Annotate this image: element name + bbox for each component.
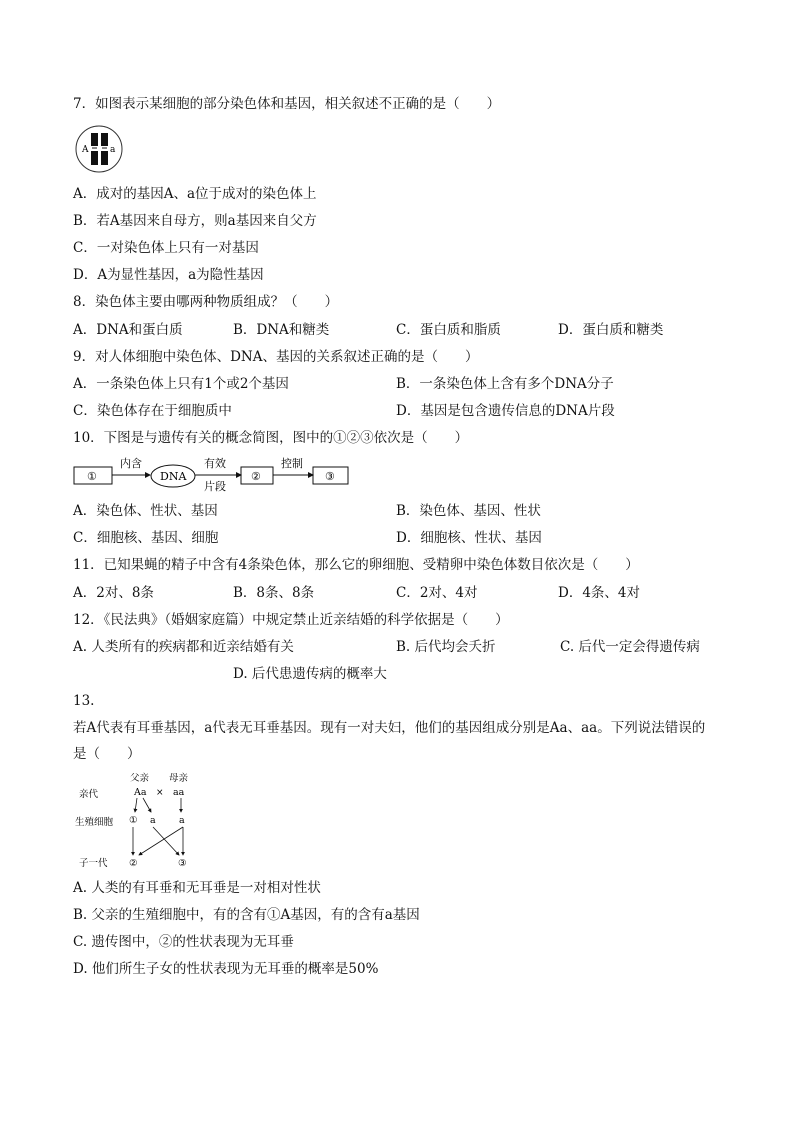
child-2: ③: [178, 858, 187, 869]
father-label: 父亲: [130, 773, 150, 784]
concept-arrow-1-label: 内含: [120, 457, 142, 470]
q12-option-c[interactable]: C. 后代一定会得遗传病: [560, 639, 700, 655]
q7-option-a[interactable]: A．成对的基因A、a位于成对的染色体上: [73, 186, 317, 202]
mother-genotype: aa: [173, 787, 185, 798]
concept-box-2: ②: [251, 470, 261, 483]
father-genotype: Aa: [134, 787, 147, 798]
concept-arrow-2-top: 有效: [204, 457, 226, 470]
concept-box-3: ③: [325, 470, 335, 483]
q10-option-a[interactable]: A．染色体、性状、基因: [73, 503, 218, 519]
row-offspring-label: 子一代: [79, 858, 108, 869]
q13-stem-line2: 是（ ）: [73, 746, 141, 762]
q9-option-d[interactable]: D．基因是包含遗传信息的DNA片段: [396, 403, 615, 419]
gamete-3: a: [179, 815, 185, 826]
child-1: ②: [129, 858, 138, 869]
q9-stem: 9．对人体细胞中染色体、DNA、基因的关系叙述正确的是（ ）: [73, 349, 479, 365]
q8-option-d[interactable]: D．蛋白质和糖类: [558, 322, 664, 338]
q11-option-a[interactable]: A．2对、8条: [73, 585, 154, 601]
concept-oval-dna: DNA: [160, 470, 187, 483]
q11-option-b[interactable]: B．8条、8条: [233, 585, 315, 601]
concept-diagram: [73, 454, 353, 496]
gamete-1: ①: [129, 815, 138, 826]
q13-option-d[interactable]: D. 他们所生子女的性状表现为无耳垂的概率是50%: [73, 961, 379, 977]
q13-option-a[interactable]: A. 人类的有耳垂和无耳垂是一对相对性状: [73, 880, 321, 896]
q7-stem: 7．如图表示某细胞的部分染色体和基因，相关叙述不正确的是（ ）: [73, 96, 501, 112]
gene-label-A: A: [82, 145, 89, 155]
gene-label-a: a: [110, 145, 116, 155]
q13-option-b[interactable]: B. 父亲的生殖细胞中，有的含有①A基因，有的含有a基因: [73, 907, 420, 923]
concept-arrow-2-bottom: 片段: [204, 480, 226, 493]
q12-option-b[interactable]: B. 后代均会夭折: [396, 639, 496, 655]
q9-option-b[interactable]: B．一条染色体上含有多个DNA分子: [396, 376, 614, 392]
q11-stem: 11．已知果蝇的精子中含有4条染色体，那么它的卵细胞、受精卵中染色体数目依次是（ ）: [73, 557, 639, 573]
gamete-2: a: [150, 815, 156, 826]
q10-option-c[interactable]: C．细胞核、基因、细胞: [73, 530, 219, 546]
q7-option-d[interactable]: D．A为显性基因，a为隐性基因: [73, 267, 264, 283]
cross-symbol: ×: [156, 788, 164, 798]
q8-stem: 8．染色体主要由哪两种物质组成？（ ）: [73, 294, 339, 310]
mother-label: 母亲: [169, 773, 189, 784]
inheritance-diagram: [73, 770, 203, 870]
q10-option-b[interactable]: B．染色体、基因、性状: [396, 503, 541, 519]
concept-box-1: ①: [87, 470, 97, 483]
q9-option-c[interactable]: C．染色体存在于细胞质中: [73, 403, 232, 419]
chromosome-figure: [73, 124, 125, 174]
q13-option-c[interactable]: C. 遗传图中，②的性状表现为无耳垂: [73, 934, 294, 950]
row-parent-label: 亲代: [79, 789, 99, 800]
row-gamete-label: 生殖细胞: [75, 817, 114, 828]
q12-option-a[interactable]: A. 人类所有的疾病都和近亲结婚有关: [73, 639, 294, 655]
q13-number: 13.: [73, 693, 95, 709]
q12-stem: 12．《民法典》（婚姻家庭篇）中规定禁止近亲结婚的科学依据是（ ）: [73, 612, 509, 628]
q7-option-b[interactable]: B．若A基因来自母方，则a基因来自父方: [73, 213, 317, 229]
q8-option-a[interactable]: A．DNA和蛋白质: [73, 322, 183, 338]
q12-option-d[interactable]: D. 后代患遗传病的概率大: [233, 666, 387, 682]
concept-arrow-3-label: 控制: [281, 457, 303, 470]
q11-option-d[interactable]: D．4条、4对: [558, 585, 641, 601]
q10-option-d[interactable]: D．细胞核、性状、基因: [396, 530, 542, 546]
q10-stem: 10．下图是与遗传有关的概念简图，图中的①②③依次是（ ）: [73, 430, 469, 446]
q7-option-c[interactable]: C．一对染色体上只有一对基因: [73, 240, 259, 256]
q8-option-c[interactable]: C．蛋白质和脂质: [396, 322, 501, 338]
q9-option-a[interactable]: A．一条染色体上只有1个或2个基因: [73, 376, 289, 392]
q11-option-c[interactable]: C．2对、4对: [396, 585, 478, 601]
q13-stem-line1: 若A代表有耳垂基因，a代表无耳垂基因。现有一对夫妇，他们的基因组成分别是Aa、aa。下列说法错误的: [73, 720, 706, 736]
q8-option-b[interactable]: B．DNA和糖类: [233, 322, 330, 338]
